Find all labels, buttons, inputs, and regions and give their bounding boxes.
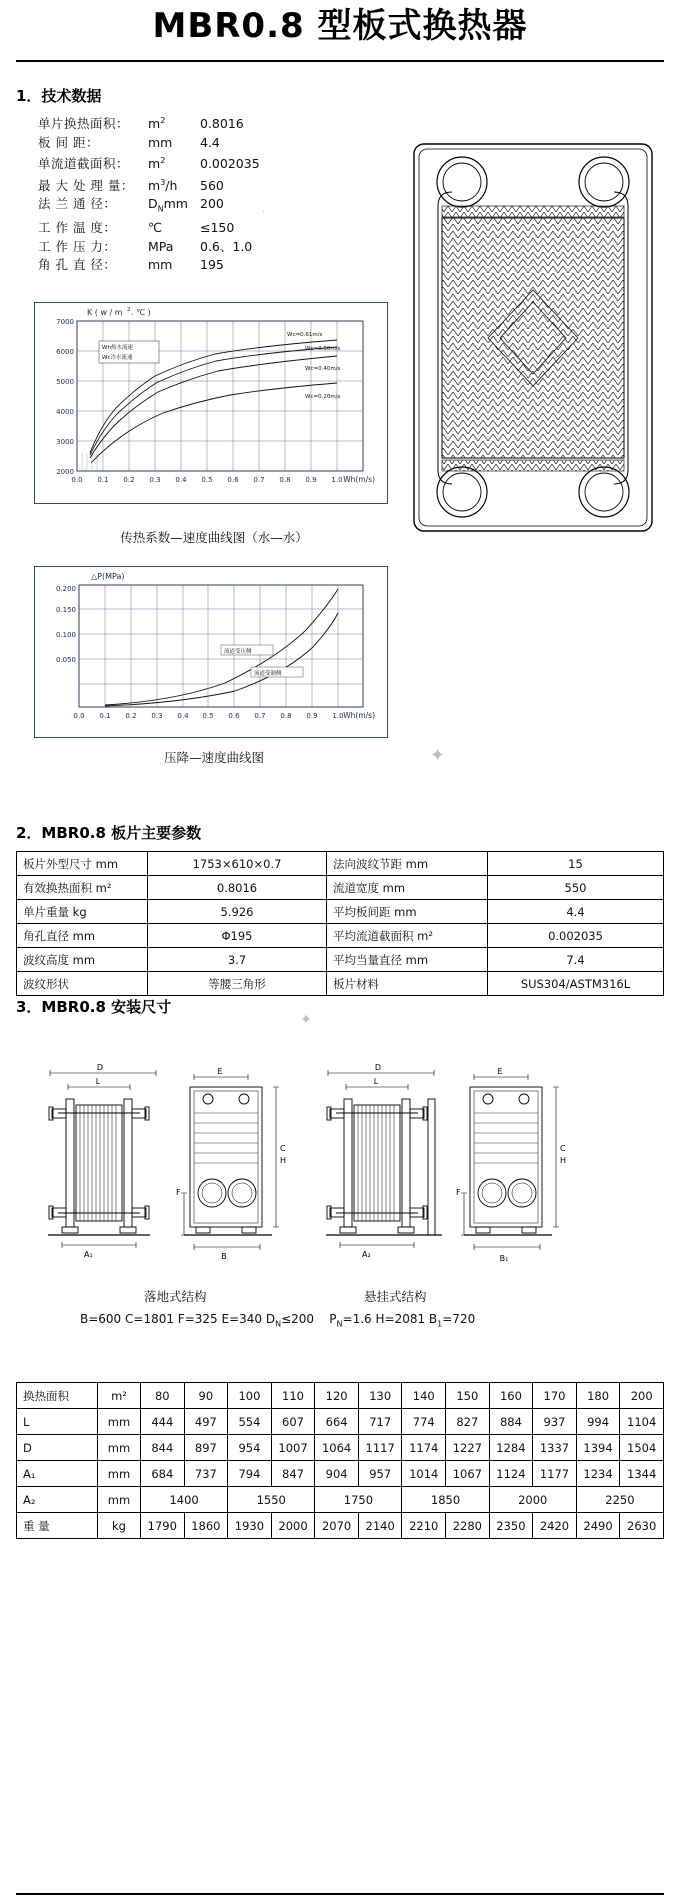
spec-value: 200 [200, 196, 224, 212]
param-label: 平均板间距 mm [327, 900, 488, 924]
spec-row [38, 174, 368, 196]
col-header-value: 100 [228, 1383, 272, 1409]
cell: 1750 [315, 1487, 402, 1513]
cell: 1400 [141, 1487, 228, 1513]
spec-label: 工 作 压 力： [38, 238, 117, 254]
table-row [17, 924, 664, 948]
param-value: 0.002035 [488, 924, 664, 948]
cell: 904 [315, 1461, 359, 1487]
dim-note-left-sub: N [275, 1319, 282, 1329]
svg-text:0.1: 0.1 [97, 476, 109, 484]
param-label: 波纹高度 mm [17, 948, 148, 972]
bottom-divider [16, 1893, 664, 1895]
svg-text:0.200: 0.200 [55, 585, 76, 593]
dim-note-right-2: =1.6 H=2081 B [342, 1312, 438, 1326]
svg-text:F: F [456, 1188, 461, 1197]
svg-text:B₁: B₁ [499, 1254, 509, 1263]
svg-text:0.2: 0.2 [125, 712, 137, 720]
cell: 2350 [489, 1513, 533, 1539]
svg-text:0.0: 0.0 [73, 712, 85, 720]
spec-row [38, 152, 368, 174]
cell: 994 [576, 1409, 620, 1435]
spec-value: ≤150 [200, 220, 235, 236]
svg-text:D: D [96, 1063, 104, 1072]
svg-text:A₁: A₁ [84, 1250, 93, 1259]
svg-text:B: B [221, 1252, 227, 1261]
svg-text:1.0: 1.0 [332, 712, 344, 720]
cell: 1790 [141, 1513, 185, 1539]
spec-row [38, 195, 368, 219]
row-label: L [17, 1409, 98, 1435]
cell: 1124 [489, 1461, 533, 1487]
table-row [17, 1513, 664, 1539]
svg-text:0.1: 0.1 [99, 712, 111, 720]
table-row [17, 1487, 664, 1513]
col-header-value: 80 [141, 1383, 185, 1409]
svg-text:0.2: 0.2 [123, 476, 135, 484]
param-label: 有效换热面积 m² [17, 876, 148, 900]
chart1-legend-2: Wc冷水流速 [102, 355, 133, 361]
chart1-anno-2: Wc=0.50m/s [305, 346, 341, 352]
cell: 1177 [533, 1461, 577, 1487]
spec-value: 560 [200, 177, 224, 193]
dim-note-right-sub2: 1 [437, 1319, 443, 1329]
cell: 897 [184, 1435, 228, 1461]
scan-artifact: · [262, 205, 266, 218]
svg-text:C: C [560, 1144, 566, 1153]
spec-label: 单流道截面积： [38, 156, 130, 172]
dimension-notes [80, 1312, 475, 1328]
chart2-ylabel: △P(MPa) [91, 572, 125, 581]
param-label: 平均当量直径 mm [327, 948, 488, 972]
spec-unit: ℃ [148, 220, 163, 236]
dim-note-right: P [329, 1312, 337, 1326]
cell: 884 [489, 1409, 533, 1435]
param-value: SUS304/ASTM316L [488, 972, 664, 996]
svg-text:0.8: 0.8 [279, 476, 291, 484]
cell: 2420 [533, 1513, 577, 1539]
col-header-value: 170 [533, 1383, 577, 1409]
col-header-name: 换热面积 [17, 1383, 98, 1409]
svg-text:0.7: 0.7 [253, 476, 265, 484]
cell: 2000 [489, 1487, 576, 1513]
cell: 717 [358, 1409, 402, 1435]
svg-text:F: F [176, 1188, 181, 1197]
section-heading-2: 2．MBR0.8 板片主要参数 [16, 824, 202, 842]
installation-drawings [16, 1055, 664, 1275]
row-unit: kg [98, 1513, 141, 1539]
chart1-anno-3: Wc=0.40m/s [305, 366, 341, 372]
table-row [17, 900, 664, 924]
cell: 444 [141, 1409, 185, 1435]
cell: 1850 [402, 1487, 489, 1513]
title-divider [16, 60, 664, 62]
cell: 1014 [402, 1461, 446, 1487]
cell: 1344 [620, 1461, 664, 1487]
spec-unit: $m^2$ [148, 156, 166, 172]
spec-unit: $m^3/h$ [148, 177, 178, 193]
param-value: 0.8016 [148, 876, 327, 900]
col-header-value: 130 [358, 1383, 402, 1409]
col-header-value: 110 [271, 1383, 315, 1409]
svg-text:0.050: 0.050 [55, 656, 76, 664]
svg-text:H: H [560, 1156, 567, 1165]
col-header-value: 200 [620, 1383, 664, 1409]
svg-text:0.4: 0.4 [177, 712, 189, 720]
chart1-caption: 传热系数—速度曲线图（水—水） [120, 530, 308, 545]
col-header-value: 90 [184, 1383, 228, 1409]
cell: 2000 [271, 1513, 315, 1539]
svg-text:E: E [497, 1067, 503, 1076]
cell: 1860 [184, 1513, 228, 1539]
svg-text:0.5: 0.5 [202, 712, 214, 720]
cell: 1337 [533, 1435, 577, 1461]
svg-text:0.5: 0.5 [201, 476, 213, 484]
chart1-anno-4: Wc=0.20m/s [305, 394, 341, 400]
spec-value: 0.002035 [200, 156, 260, 172]
param-label: 流道宽度 mm [327, 876, 488, 900]
svg-text:3000: 3000 [56, 438, 74, 446]
cell: 1504 [620, 1435, 664, 1461]
chart-heat-transfer [34, 302, 388, 504]
table-row [17, 876, 664, 900]
chart2-caption: 压降—速度曲线图 [163, 750, 264, 765]
spec-unit: mm [148, 257, 173, 273]
installation-dimensions-table [16, 1382, 664, 1539]
cell: 1064 [315, 1435, 359, 1461]
row-label: 重 量 [17, 1513, 98, 1539]
chart-pressure-drop [34, 566, 388, 738]
page-title: MBR0.8 型板式换热器 [152, 6, 528, 46]
spec-label: 单片换热面积： [38, 116, 130, 132]
drawing-type-left: 落地式结构 [144, 1289, 207, 1304]
cell: 1227 [446, 1435, 490, 1461]
svg-text:A₂: A₂ [362, 1250, 371, 1259]
row-unit: mm [98, 1461, 141, 1487]
cell: 1930 [228, 1513, 272, 1539]
svg-text:0.3: 0.3 [149, 476, 161, 484]
cell: 2070 [315, 1513, 359, 1539]
param-label: 平均流道截面积 m² [327, 924, 488, 948]
spec-row [38, 256, 368, 275]
cell: 1234 [576, 1461, 620, 1487]
param-value: Φ195 [148, 924, 327, 948]
cell: 1284 [489, 1435, 533, 1461]
spec-value: 0.8016 [200, 116, 244, 132]
svg-text:D: D [374, 1063, 382, 1072]
chart1-anno-1: Wc=0.61m/s [287, 332, 323, 338]
svg-text:0.8: 0.8 [280, 712, 292, 720]
svg-text:. ℃ ): . ℃ ) [131, 308, 151, 317]
cell: 2630 [620, 1513, 664, 1539]
table-row [17, 1435, 664, 1461]
col-header-unit: m² [98, 1383, 141, 1409]
spec-label: 角 孔 直 径： [38, 257, 117, 273]
param-value: 1753×610×0.7 [148, 852, 327, 876]
table-header-row [17, 1383, 664, 1409]
param-label: 单片重量 kg [17, 900, 148, 924]
param-value: 4.4 [488, 900, 664, 924]
section-heading-3: 3．MBR0.8 安装尺寸 [16, 998, 172, 1016]
svg-text:0.6: 0.6 [228, 712, 240, 720]
spec-list [38, 112, 368, 275]
spec-value: 0.6、1.0 [200, 238, 253, 254]
svg-text:0.100: 0.100 [55, 631, 76, 639]
param-label: 波纹形状 [17, 972, 148, 996]
param-value: 3.7 [148, 948, 327, 972]
cell: 844 [141, 1435, 185, 1461]
table-row [17, 1409, 664, 1435]
param-value: 550 [488, 876, 664, 900]
svg-text:0.150: 0.150 [55, 606, 76, 614]
row-unit: mm [98, 1409, 141, 1435]
svg-text:K ( w / m: K ( w / m [87, 308, 123, 317]
spec-unit: mm [148, 134, 173, 150]
cell: 1067 [446, 1461, 490, 1487]
spec-row [38, 134, 368, 153]
title-block [0, 0, 680, 62]
spec-row [38, 112, 368, 134]
svg-text:4000: 4000 [56, 408, 74, 416]
cell: 2140 [358, 1513, 402, 1539]
spec-unit: $D_Nmm$ [148, 196, 188, 214]
plate-parameters-table [16, 851, 664, 996]
cell: 2210 [402, 1513, 446, 1539]
chart2-xlabel: Wh(m/s) [343, 711, 375, 720]
spec-row [38, 238, 368, 257]
dim-note-left: B=600 C=1801 F=325 E=340 D [80, 1312, 276, 1326]
row-unit: mm [98, 1487, 141, 1513]
table-row [17, 1461, 664, 1487]
cell: 554 [228, 1409, 272, 1435]
cell: 937 [533, 1409, 577, 1435]
cell: 847 [271, 1461, 315, 1487]
plate-illustration [408, 140, 658, 535]
dim-note-right-sub: N [336, 1319, 343, 1329]
svg-text:7000: 7000 [56, 318, 74, 326]
cell: 737 [184, 1461, 228, 1487]
spec-row [38, 219, 368, 238]
svg-text:0.9: 0.9 [306, 712, 318, 720]
scan-artifact-2: ✦ [430, 745, 446, 766]
svg-text:L: L [95, 1077, 101, 1086]
svg-text:L: L [373, 1077, 379, 1086]
spec-label: 最 大 处 理 量： [38, 177, 134, 193]
chart2-anno-2: 流道受制侧 [254, 671, 282, 677]
chart2-anno-1: 流道受压侧 [224, 649, 252, 655]
cell: 2280 [446, 1513, 490, 1539]
svg-text:0.9: 0.9 [305, 476, 317, 484]
col-header-value: 140 [402, 1383, 446, 1409]
param-label: 板片外型尺寸 mm [17, 852, 148, 876]
cell: 1550 [228, 1487, 315, 1513]
svg-text:0.0: 0.0 [71, 476, 83, 484]
cell: 607 [271, 1409, 315, 1435]
dim-note-left-2: ≤200 [281, 1312, 315, 1326]
param-label: 角孔直径 mm [17, 924, 148, 948]
param-value: 等腰三角形 [148, 972, 327, 996]
spec-value: 195 [200, 257, 224, 273]
spec-unit: $m^2$ [148, 116, 166, 132]
param-value: 5.926 [148, 900, 327, 924]
section-heading-1: 1．技术数据 [16, 87, 102, 105]
svg-text:5000: 5000 [56, 378, 74, 386]
cell: 774 [402, 1409, 446, 1435]
cell: 1104 [620, 1409, 664, 1435]
svg-text:C: C [280, 1144, 286, 1153]
cell: 1117 [358, 1435, 402, 1461]
cell: 1007 [271, 1435, 315, 1461]
param-label: 板片材料 [327, 972, 488, 996]
svg-text:0.6: 0.6 [227, 476, 239, 484]
svg-text:6000: 6000 [56, 348, 74, 356]
col-header-value: 180 [576, 1383, 620, 1409]
cell: 2490 [576, 1513, 620, 1539]
spec-label: 工 作 温 度： [38, 220, 117, 236]
dim-note-right-3: =720 [442, 1312, 476, 1326]
svg-text:0.7: 0.7 [254, 712, 266, 720]
spec-label: 法 兰 通 径： [38, 196, 117, 212]
cell: 954 [228, 1435, 272, 1461]
param-label: 法向波纹节距 mm [327, 852, 488, 876]
svg-text:H: H [280, 1156, 287, 1165]
row-label: A₂ [17, 1487, 98, 1513]
cell: 794 [228, 1461, 272, 1487]
table-row [17, 852, 664, 876]
cell: 497 [184, 1409, 228, 1435]
table-row [17, 948, 664, 972]
cell: 2250 [576, 1487, 663, 1513]
row-label: D [17, 1435, 98, 1461]
row-label: A₁ [17, 1461, 98, 1487]
svg-text:0.4: 0.4 [175, 476, 187, 484]
scan-artifact-3: ✦ [300, 1012, 312, 1028]
cell: 684 [141, 1461, 185, 1487]
cell: 957 [358, 1461, 402, 1487]
col-header-value: 150 [446, 1383, 490, 1409]
param-value: 15 [488, 852, 664, 876]
param-value: 7.4 [488, 948, 664, 972]
svg-text:1.0: 1.0 [331, 476, 343, 484]
svg-text:Wh(m/s): Wh(m/s) [343, 475, 375, 484]
table-row [17, 972, 664, 996]
svg-text:0.3: 0.3 [151, 712, 163, 720]
col-header-value: 160 [489, 1383, 533, 1409]
col-header-value: 120 [315, 1383, 359, 1409]
svg-text:2000: 2000 [56, 468, 74, 476]
cell: 1394 [576, 1435, 620, 1461]
svg-text:2: 2 [127, 307, 131, 313]
drawing-type-right: 悬挂式结构 [364, 1289, 427, 1304]
spec-unit: MPa [148, 238, 174, 254]
cell: 827 [446, 1409, 490, 1435]
spec-label: 板 间 距： [38, 134, 99, 150]
cell: 1174 [402, 1435, 446, 1461]
svg-text:E: E [217, 1067, 223, 1076]
cell: 664 [315, 1409, 359, 1435]
row-unit: mm [98, 1435, 141, 1461]
spec-value: 4.4 [200, 134, 220, 150]
chart1-legend-1: Wh热水流速 [102, 345, 133, 351]
